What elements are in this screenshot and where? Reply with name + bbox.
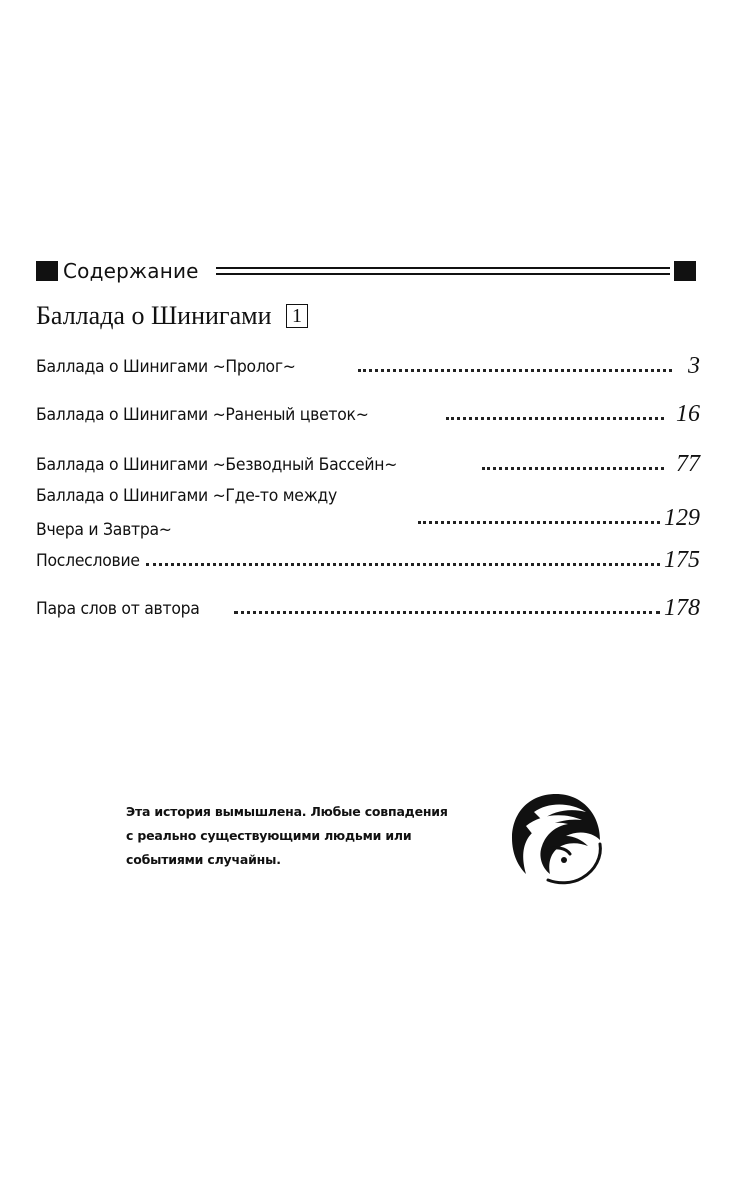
stylized-face-logo-icon	[508, 790, 604, 894]
dotted-leader	[146, 563, 660, 566]
dotted-leader	[418, 521, 660, 524]
toc-entry-title-line2: Вчера и Завтра~	[36, 520, 172, 540]
toc-entry-page: 16	[676, 401, 700, 427]
toc-entry-prologue[interactable]	[36, 350, 700, 380]
toc-entry-title: Пара слов от автора	[36, 599, 200, 619]
dotted-leader	[234, 611, 660, 614]
toc-entry-title: Баллада о Шинигами ~Где-то между	[36, 486, 337, 506]
dotted-leader	[446, 417, 664, 420]
dotted-leader	[358, 369, 672, 372]
disclaimer-line: событиями случайны.	[126, 852, 281, 867]
toc-entry-title: Баллада о Шинигами ~Раненый цветок~	[36, 405, 369, 425]
volume-title-text: Баллада о Шинигами	[36, 301, 272, 330]
toc-entry-page: 77	[676, 451, 700, 477]
toc-header-title: Содержание	[63, 259, 199, 283]
toc-entry-page: 175	[664, 547, 700, 573]
disclaimer-line: с реально существующими людьми или	[126, 828, 412, 843]
header-square-right-icon	[674, 261, 696, 281]
toc-entry-page: 3	[688, 353, 700, 379]
toc-entry-title: Послесловие	[36, 551, 140, 571]
toc-entry-title: Баллада о Шинигами ~Безводный Бассейн~	[36, 455, 398, 475]
toc-entry-waterless-pool[interactable]	[36, 448, 700, 478]
header-double-rule	[216, 267, 670, 275]
toc-entry-afterword[interactable]	[36, 544, 700, 574]
toc-entry-page: 178	[664, 595, 700, 621]
header-square-left-icon	[36, 261, 58, 281]
volume-title	[36, 298, 308, 334]
toc-entry-title: Баллада о Шинигами ~Пролог~	[36, 357, 296, 377]
disclaimer-line: Эта история вымышлена. Любые совпадения	[126, 804, 448, 819]
dotted-leader	[482, 467, 664, 470]
toc-entry-page: 129	[664, 505, 700, 531]
toc-header	[36, 258, 696, 284]
toc-entry-between-yesterday-tomorrow[interactable]	[36, 480, 700, 540]
toc-entry-authors-note[interactable]	[36, 592, 700, 622]
toc-entry-wounded-flower[interactable]	[36, 398, 700, 428]
volume-number-box: 1	[286, 304, 308, 328]
fiction-disclaimer	[126, 800, 506, 872]
